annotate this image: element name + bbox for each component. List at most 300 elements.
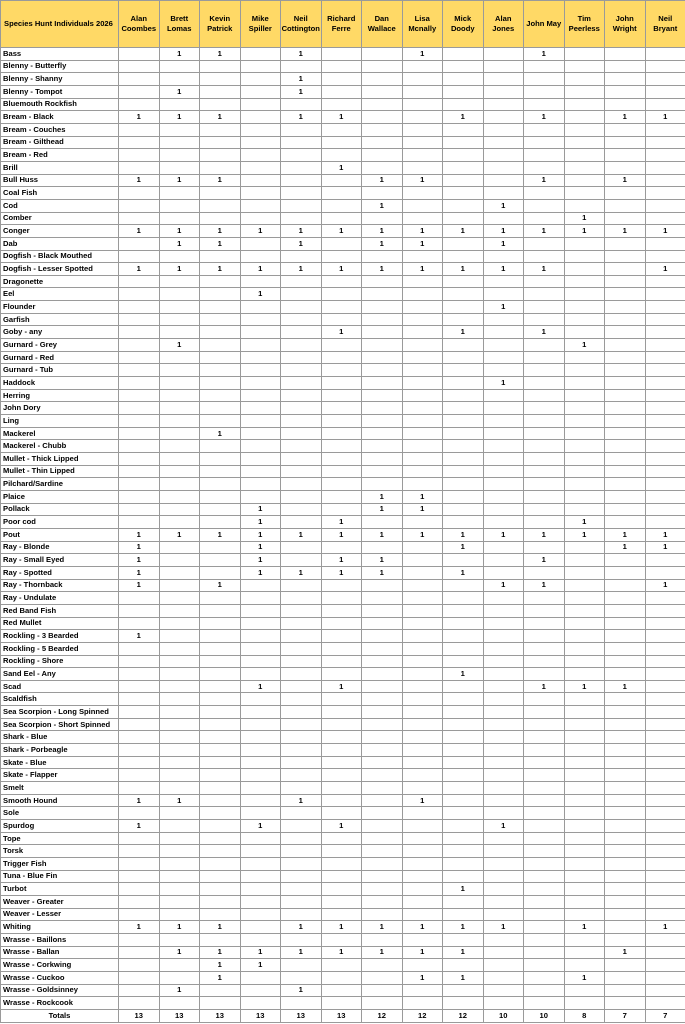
- catch-cell: [524, 642, 565, 655]
- catch-cell: [645, 668, 685, 681]
- catch-cell: 1: [159, 339, 200, 352]
- species-name: Red Band Fish: [1, 604, 119, 617]
- catch-cell: 1: [524, 111, 565, 124]
- participant-header: Tim Peerless: [564, 1, 605, 48]
- catch-cell: [483, 187, 524, 200]
- catch-cell: [605, 655, 646, 668]
- catch-cell: [524, 541, 565, 554]
- catch-cell: [605, 402, 646, 415]
- catch-cell: [524, 959, 565, 972]
- catch-cell: 1: [240, 225, 281, 238]
- catch-cell: 1: [483, 263, 524, 276]
- table-row: [1, 478, 685, 491]
- catch-cell: [605, 427, 646, 440]
- catch-cell: [645, 832, 685, 845]
- catch-cell: [483, 402, 524, 415]
- participant-total: 12: [443, 1009, 484, 1022]
- catch-cell: [281, 402, 322, 415]
- participant-total: 7: [605, 1009, 646, 1022]
- catch-cell: [564, 60, 605, 73]
- catch-cell: [281, 161, 322, 174]
- species-name: Rockling - 5 Bearded: [1, 642, 119, 655]
- catch-cell: [281, 668, 322, 681]
- catch-cell: 1: [159, 984, 200, 997]
- catch-cell: [443, 351, 484, 364]
- table-row: [1, 794, 685, 807]
- catch-cell: [564, 174, 605, 187]
- catch-cell: 1: [200, 579, 241, 592]
- catch-cell: [483, 756, 524, 769]
- catch-cell: [281, 895, 322, 908]
- species-name: Wrasse - Corkwing: [1, 959, 119, 972]
- species-name: Weaver - Lesser: [1, 908, 119, 921]
- catch-cell: [200, 895, 241, 908]
- table-row: [1, 541, 685, 554]
- species-name: Gurnard - Grey: [1, 339, 119, 352]
- catch-cell: [321, 199, 362, 212]
- catch-cell: [240, 415, 281, 428]
- catch-cell: [402, 199, 443, 212]
- table-row: [1, 149, 685, 162]
- catch-cell: [119, 642, 160, 655]
- species-name: Tuna - Blue Fin: [1, 870, 119, 883]
- catch-cell: 1: [402, 971, 443, 984]
- species-name: Skate - Blue: [1, 756, 119, 769]
- catch-cell: 1: [200, 225, 241, 238]
- catch-cell: [483, 111, 524, 124]
- catch-cell: [605, 984, 646, 997]
- catch-cell: 1: [605, 528, 646, 541]
- catch-cell: 1: [240, 528, 281, 541]
- catch-cell: 1: [281, 237, 322, 250]
- catch-cell: [402, 123, 443, 136]
- catch-cell: [119, 85, 160, 98]
- catch-cell: [159, 427, 200, 440]
- catch-cell: 1: [645, 528, 685, 541]
- catch-cell: [402, 820, 443, 833]
- catch-cell: [645, 313, 685, 326]
- catch-cell: [483, 870, 524, 883]
- catch-cell: [605, 971, 646, 984]
- catch-cell: [443, 769, 484, 782]
- table-row: [1, 731, 685, 744]
- catch-cell: [119, 149, 160, 162]
- catch-cell: [645, 592, 685, 605]
- catch-cell: [240, 402, 281, 415]
- catch-cell: [524, 997, 565, 1010]
- species-name: Dab: [1, 237, 119, 250]
- catch-cell: [200, 680, 241, 693]
- catch-cell: [443, 756, 484, 769]
- catch-cell: [119, 769, 160, 782]
- species-name: Scaldfish: [1, 693, 119, 706]
- catch-cell: [362, 123, 403, 136]
- catch-cell: [605, 668, 646, 681]
- catch-cell: 1: [564, 680, 605, 693]
- catch-cell: 1: [240, 554, 281, 567]
- table-row: [1, 402, 685, 415]
- catch-cell: [281, 98, 322, 111]
- catch-cell: [483, 933, 524, 946]
- catch-cell: [281, 313, 322, 326]
- catch-cell: [402, 693, 443, 706]
- catch-cell: [645, 895, 685, 908]
- species-name: Plaice: [1, 490, 119, 503]
- catch-cell: [402, 744, 443, 757]
- catch-cell: [645, 288, 685, 301]
- catch-cell: [443, 997, 484, 1010]
- catch-cell: 1: [200, 921, 241, 934]
- catch-cell: [443, 73, 484, 86]
- catch-cell: [362, 301, 403, 314]
- catch-cell: [200, 870, 241, 883]
- catch-cell: [645, 402, 685, 415]
- catch-cell: [564, 718, 605, 731]
- catch-cell: 1: [240, 959, 281, 972]
- catch-cell: [524, 794, 565, 807]
- catch-cell: [119, 984, 160, 997]
- catch-cell: [119, 870, 160, 883]
- table-row: [1, 883, 685, 896]
- catch-cell: [119, 339, 160, 352]
- species-name: Bream - Couches: [1, 123, 119, 136]
- catch-cell: [200, 617, 241, 630]
- catch-cell: 1: [200, 111, 241, 124]
- catch-cell: [119, 693, 160, 706]
- species-rows: [1, 48, 685, 1010]
- catch-cell: [524, 984, 565, 997]
- catch-cell: [321, 668, 362, 681]
- catch-cell: [119, 250, 160, 263]
- species-name: Sole: [1, 807, 119, 820]
- catch-cell: [240, 794, 281, 807]
- catch-cell: [605, 933, 646, 946]
- species-name: Flounder: [1, 301, 119, 314]
- catch-cell: 1: [119, 174, 160, 187]
- catch-cell: 1: [362, 503, 403, 516]
- catch-cell: [321, 174, 362, 187]
- participant-header: John Wright: [605, 1, 646, 48]
- catch-cell: [402, 73, 443, 86]
- catch-cell: [524, 845, 565, 858]
- catch-cell: [402, 427, 443, 440]
- catch-cell: [564, 415, 605, 428]
- catch-cell: [200, 731, 241, 744]
- catch-cell: [605, 782, 646, 795]
- species-name: Garfish: [1, 313, 119, 326]
- catch-cell: [524, 566, 565, 579]
- table-row: [1, 617, 685, 630]
- catch-cell: 1: [321, 263, 362, 276]
- catch-cell: [321, 427, 362, 440]
- catch-cell: [119, 161, 160, 174]
- catch-cell: [119, 997, 160, 1010]
- catch-cell: 1: [200, 237, 241, 250]
- catch-cell: [159, 769, 200, 782]
- catch-cell: [119, 617, 160, 630]
- catch-cell: [483, 427, 524, 440]
- catch-cell: [240, 465, 281, 478]
- species-name: Wrasse - Goldsinney: [1, 984, 119, 997]
- catch-cell: [362, 870, 403, 883]
- catch-cell: [281, 832, 322, 845]
- catch-cell: [240, 364, 281, 377]
- catch-cell: [119, 275, 160, 288]
- catch-cell: [321, 997, 362, 1010]
- catch-cell: [281, 933, 322, 946]
- catch-cell: [605, 604, 646, 617]
- catch-cell: [483, 339, 524, 352]
- catch-cell: [402, 832, 443, 845]
- catch-cell: [200, 718, 241, 731]
- catch-cell: [645, 782, 685, 795]
- catch-cell: 1: [281, 794, 322, 807]
- table-row: [1, 630, 685, 643]
- catch-cell: [645, 883, 685, 896]
- catch-cell: [362, 339, 403, 352]
- catch-cell: [159, 541, 200, 554]
- catch-cell: [564, 554, 605, 567]
- catch-cell: [321, 237, 362, 250]
- table-row: [1, 997, 685, 1010]
- catch-cell: [240, 427, 281, 440]
- catch-cell: 1: [524, 528, 565, 541]
- catch-cell: [564, 604, 605, 617]
- catch-cell: [443, 592, 484, 605]
- catch-cell: [159, 516, 200, 529]
- catch-cell: [443, 490, 484, 503]
- species-name: Wrasse - Rockcook: [1, 997, 119, 1010]
- catch-cell: [605, 883, 646, 896]
- catch-cell: [402, 478, 443, 491]
- catch-cell: [483, 959, 524, 972]
- catch-cell: [240, 718, 281, 731]
- catch-cell: [240, 592, 281, 605]
- catch-cell: [159, 655, 200, 668]
- catch-cell: [605, 136, 646, 149]
- catch-cell: [564, 566, 605, 579]
- catch-cell: [281, 756, 322, 769]
- catch-cell: [645, 516, 685, 529]
- catch-cell: [564, 820, 605, 833]
- species-name: Comber: [1, 212, 119, 225]
- catch-cell: [321, 579, 362, 592]
- catch-cell: [321, 465, 362, 478]
- catch-cell: [605, 592, 646, 605]
- catch-cell: [281, 617, 322, 630]
- catch-cell: [645, 351, 685, 364]
- catch-cell: 1: [200, 427, 241, 440]
- catch-cell: [159, 895, 200, 908]
- catch-cell: [402, 756, 443, 769]
- catch-cell: [524, 98, 565, 111]
- table-row: [1, 971, 685, 984]
- catch-cell: [281, 516, 322, 529]
- table-row: [1, 503, 685, 516]
- catch-cell: [159, 782, 200, 795]
- table-row: [1, 263, 685, 276]
- catch-cell: [281, 971, 322, 984]
- catch-cell: 1: [483, 528, 524, 541]
- catch-cell: [281, 427, 322, 440]
- catch-cell: [443, 870, 484, 883]
- catch-cell: [159, 604, 200, 617]
- catch-cell: [321, 731, 362, 744]
- catch-cell: 1: [200, 263, 241, 276]
- catch-cell: [524, 389, 565, 402]
- catch-cell: [564, 427, 605, 440]
- catch-cell: 1: [443, 566, 484, 579]
- catch-cell: [483, 554, 524, 567]
- species-name: Bull Huss: [1, 174, 119, 187]
- catch-cell: [524, 592, 565, 605]
- catch-cell: [402, 516, 443, 529]
- catch-cell: [524, 756, 565, 769]
- catch-cell: [605, 921, 646, 934]
- catch-cell: [119, 845, 160, 858]
- catch-cell: [564, 199, 605, 212]
- catch-cell: [564, 98, 605, 111]
- catch-cell: [119, 364, 160, 377]
- catch-cell: 1: [362, 225, 403, 238]
- catch-cell: [645, 199, 685, 212]
- catch-cell: [645, 693, 685, 706]
- catch-cell: [564, 288, 605, 301]
- catch-cell: [524, 858, 565, 871]
- catch-cell: 1: [240, 680, 281, 693]
- catch-cell: [564, 642, 605, 655]
- catch-cell: 1: [159, 111, 200, 124]
- catch-cell: [119, 756, 160, 769]
- catch-cell: [200, 490, 241, 503]
- catch-cell: [402, 668, 443, 681]
- catch-cell: [240, 706, 281, 719]
- table-row: [1, 440, 685, 453]
- table-row: [1, 908, 685, 921]
- catch-cell: 1: [240, 566, 281, 579]
- catch-cell: [605, 490, 646, 503]
- catch-cell: [321, 389, 362, 402]
- catch-cell: 1: [281, 263, 322, 276]
- catch-cell: [159, 832, 200, 845]
- catch-cell: 1: [119, 794, 160, 807]
- catch-cell: [443, 60, 484, 73]
- catch-cell: [362, 377, 403, 390]
- catch-cell: [159, 402, 200, 415]
- catch-cell: [281, 579, 322, 592]
- catch-cell: [605, 288, 646, 301]
- catch-cell: [483, 541, 524, 554]
- catch-cell: [564, 351, 605, 364]
- catch-cell: [524, 731, 565, 744]
- catch-cell: [362, 516, 403, 529]
- catch-cell: [564, 870, 605, 883]
- catch-cell: [362, 250, 403, 263]
- catch-cell: [605, 389, 646, 402]
- catch-cell: [605, 693, 646, 706]
- catch-cell: [443, 301, 484, 314]
- catch-cell: [443, 820, 484, 833]
- catch-cell: 1: [564, 225, 605, 238]
- table-row: [1, 490, 685, 503]
- catch-cell: [119, 301, 160, 314]
- catch-cell: [564, 706, 605, 719]
- catch-cell: [402, 161, 443, 174]
- catch-cell: [443, 554, 484, 567]
- species-name: John Dory: [1, 402, 119, 415]
- catch-cell: [240, 73, 281, 86]
- catch-cell: 1: [524, 174, 565, 187]
- catch-cell: [240, 389, 281, 402]
- catch-cell: 1: [483, 199, 524, 212]
- catch-cell: [321, 908, 362, 921]
- catch-cell: [281, 782, 322, 795]
- catch-cell: [281, 339, 322, 352]
- catch-cell: [240, 617, 281, 630]
- catch-cell: [200, 199, 241, 212]
- catch-cell: [605, 642, 646, 655]
- table-row: [1, 313, 685, 326]
- catch-cell: [119, 288, 160, 301]
- catch-cell: [443, 807, 484, 820]
- catch-cell: [119, 389, 160, 402]
- catch-cell: [281, 718, 322, 731]
- catch-cell: [564, 959, 605, 972]
- catch-cell: [483, 858, 524, 871]
- catch-cell: [645, 427, 685, 440]
- catch-cell: [200, 541, 241, 554]
- catch-cell: [159, 440, 200, 453]
- species-name: Bass: [1, 48, 119, 61]
- species-name: Shark - Porbeagle: [1, 744, 119, 757]
- catch-cell: [443, 617, 484, 630]
- catch-cell: [443, 845, 484, 858]
- table-row: [1, 237, 685, 250]
- catch-cell: [524, 870, 565, 883]
- catch-cell: [200, 288, 241, 301]
- catch-cell: [524, 351, 565, 364]
- catch-cell: [402, 630, 443, 643]
- participant-total: 10: [524, 1009, 565, 1022]
- species-name: Herring: [1, 389, 119, 402]
- catch-cell: [321, 364, 362, 377]
- totals-label: Totals: [1, 1009, 119, 1022]
- catch-cell: [240, 313, 281, 326]
- catch-cell: [362, 655, 403, 668]
- catch-cell: [200, 756, 241, 769]
- catch-cell: 1: [362, 554, 403, 567]
- catch-cell: [321, 301, 362, 314]
- catch-cell: 1: [362, 921, 403, 934]
- catch-cell: [321, 794, 362, 807]
- catch-cell: [524, 288, 565, 301]
- catch-cell: [119, 402, 160, 415]
- catch-cell: [362, 440, 403, 453]
- catch-cell: [402, 389, 443, 402]
- catch-cell: [119, 199, 160, 212]
- catch-cell: 1: [443, 263, 484, 276]
- species-name: Ling: [1, 415, 119, 428]
- catch-cell: 1: [443, 921, 484, 934]
- catch-cell: 1: [605, 174, 646, 187]
- catch-cell: [240, 858, 281, 871]
- participant-total: 12: [362, 1009, 403, 1022]
- catch-cell: [483, 250, 524, 263]
- catch-cell: [200, 655, 241, 668]
- catch-cell: [200, 604, 241, 617]
- catch-cell: [240, 731, 281, 744]
- catch-cell: [645, 617, 685, 630]
